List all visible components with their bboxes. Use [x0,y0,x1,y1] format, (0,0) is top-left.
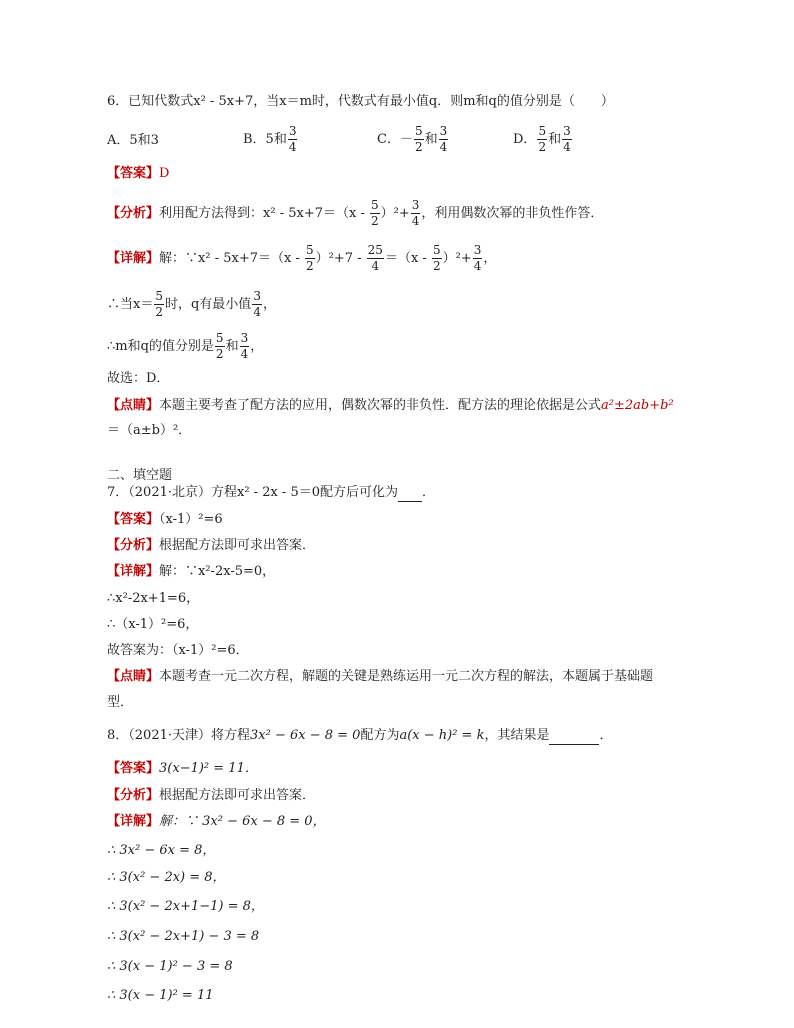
option-a: A．5和3 [107,133,159,148]
q7-fill: 故答案为：（x-1）²=6． [107,643,249,658]
q6-detail: 【详解】解：∵x² - 5x+7＝（x - $\frac{5}{2}$ ）²+7 - $\frac{25}{4}$ ＝（x - $\frac{5}{2}$ ）²+ $\frac{3}{4}$ ， [107,243,497,273]
q8-step1: ∴ 3x² − 6x = 8， [107,843,216,858]
q8-step6: ∴ 3(x − 1)² = 11 [107,988,214,1003]
q7-stem: 7．（2021·北京）方程x² - 2x - 5＝0配方后可化为 ． [107,485,436,500]
q6-analysis: 【分析】利用配方法得到：x² - 5x+7＝（x - $\frac{5}{2}$ ）²+ $\frac{3}{4}$ ，利用偶数次幂的非负性作答． [107,198,604,228]
q7-blank [398,501,422,502]
q6-step1: ∴当x＝ $\frac{5}{2}$ 时，q有最小值 $\frac{3}{4}$ ， [107,289,276,319]
q7-step2: ∴（x-1）²=6， [107,617,199,632]
option-c: C．－ $\frac{5}{2}$ 和 $\frac{3}{4}$ [377,124,448,154]
q8-step2: ∴ 3(x² − 2x) = 8， [107,870,226,885]
section-title: 二、填空题 [107,468,173,483]
q8-detail: 【详解】解：∵ 3x² − 6x − 8 = 0， [107,814,326,829]
q8-step3: ∴ 3(x² − 2x+1−1) = 8， [107,899,264,914]
q7-comment-line2: 型． [107,695,134,710]
q6-comment-line2: ＝（a±b）²． [107,423,192,438]
option-d: D． $\frac{5}{2}$ 和 $\frac{3}{4}$ [513,124,571,154]
q8-step5: ∴ 3(x − 1)² − 3 = 8 [107,959,233,974]
q6-step2: ∴m和q的值分别是 $\frac{5}{2}$ 和 $\frac{3}{4}$ ， [107,331,264,361]
q7-detail: 【详解】解：∵x²-2x-5=0， [107,564,276,579]
q8-answer: 【答案】3(x−1)² = 11． [107,761,258,776]
q7-step1: ∴x²-2x+1=6， [107,591,200,606]
q8-stem: 8．（2021·天津）将方程3x² − 6x − 8 = 0配方为a(x − h)² = k，其结果是 ． [107,728,613,743]
q6-comment: 【点睛】本题主要考查了配方法的应用，偶数次幂的非负性．配方法的理论依据是公式a²±2ab+b² [107,398,674,413]
q8-analysis: 【分析】根据配方法即可求出答案． [107,788,316,803]
q7-comment: 【点睛】本题考查一元二次方程，解题的关键是熟练运用一元二次方程的解法，本题属于基础题 [107,669,654,684]
q8-step4: ∴ 3(x² − 2x+1) − 3 = 8 [107,929,260,944]
q8-blank [549,744,599,745]
q7-analysis: 【分析】根据配方法即可求出答案． [107,538,316,553]
q6-answer: 【答案】D [107,166,170,181]
option-b: B．5和 $\frac{3}{4}$ [243,124,297,154]
q6-choose: 故选：D． [107,371,170,386]
q6-stem: 6．已知代数式x² - 5x+7，当x＝m时，代数式有最小值q．则m和q的值分别是（ ） [107,94,614,109]
q7-answer: 【答案】（x-1）²=6 [107,512,223,527]
